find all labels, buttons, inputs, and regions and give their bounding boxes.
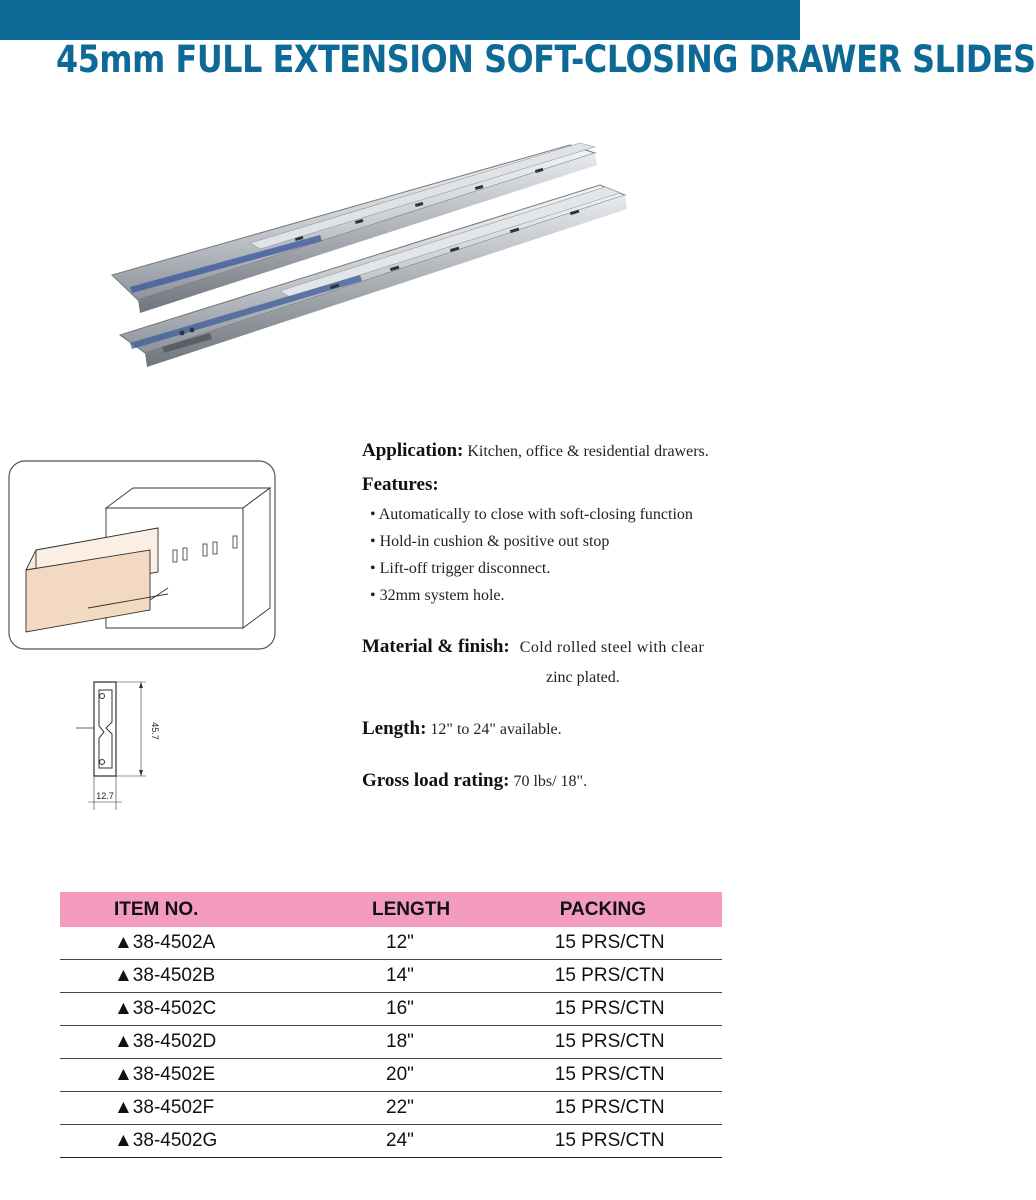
item-no-cell: ▲38-4502A: [60, 927, 340, 960]
packing-cell: 15 PRS/CTN: [555, 1092, 722, 1125]
feature-item: • 32mm system hole.: [370, 587, 505, 604]
length-cell: 20": [340, 1059, 555, 1092]
length-cell: 24": [340, 1125, 555, 1158]
column-header-item-no: ITEM NO.: [60, 892, 340, 927]
feature-item: • Lift-off trigger disconnect.: [370, 560, 551, 577]
material-value-1: Cold rolled steel with clear: [519, 639, 705, 656]
material-row: [362, 636, 704, 658]
length-cell: 16": [340, 993, 555, 1026]
material-value-2: zinc plated.: [546, 669, 620, 686]
column-header-length: LENGTH: [340, 892, 555, 927]
drawer-diagram: [8, 460, 276, 650]
table-row: [60, 1026, 722, 1059]
length-cell: 22": [340, 1092, 555, 1125]
load-value: 70 lbs/ 18".: [513, 773, 588, 790]
profile-drawing: [66, 672, 166, 814]
item-no-cell: ▲38-4502F: [60, 1092, 340, 1125]
features-heading: Features:: [362, 474, 439, 495]
item-no-cell: ▲38-4502E: [60, 1059, 340, 1092]
load-row: [362, 770, 587, 792]
length-value: 12" to 24" available.: [430, 721, 562, 738]
table-row: [60, 1125, 722, 1158]
item-no-cell: ▲38-4502C: [60, 993, 340, 1026]
header-bar: [0, 0, 800, 40]
length-cell: 12": [340, 927, 555, 960]
packing-cell: 15 PRS/CTN: [555, 927, 722, 960]
packing-cell: 15 PRS/CTN: [555, 1026, 722, 1059]
load-label: Gross load rating:: [362, 770, 510, 791]
height-dimension: 45.7: [150, 722, 160, 740]
feature-item: • Hold-in cushion & positive out stop: [370, 533, 610, 550]
table-row: [60, 1092, 722, 1125]
table-header-row: [60, 892, 722, 927]
item-no-cell: ▲38-4502D: [60, 1026, 340, 1059]
item-no-cell: ▲38-4502G: [60, 1125, 340, 1158]
table-row: [60, 960, 722, 993]
packing-cell: 15 PRS/CTN: [555, 1059, 722, 1092]
application-label: Application:: [362, 440, 464, 461]
application-row: [362, 440, 709, 462]
item-no-cell: ▲38-4502B: [60, 960, 340, 993]
material-label: Material & finish:: [362, 636, 510, 657]
application-value: Kitchen, office & residential drawers.: [467, 443, 709, 460]
items-table: [60, 892, 722, 1158]
table-row: [60, 927, 722, 960]
length-label: Length:: [362, 718, 427, 739]
length-cell: 14": [340, 960, 555, 993]
packing-cell: 15 PRS/CTN: [555, 993, 722, 1026]
column-header-packing: PACKING: [555, 892, 722, 927]
packing-cell: 15 PRS/CTN: [555, 960, 722, 993]
length-row: [362, 718, 562, 740]
width-dimension: 12.7: [96, 791, 114, 801]
page-title: 45mm FULL EXTENSION SOFT-CLOSING DRAWER SLIDES: [56, 38, 1036, 81]
product-photo: [100, 125, 630, 385]
feature-item: • Automatically to close with soft-closing function: [370, 506, 693, 523]
length-cell: 18": [340, 1026, 555, 1059]
table-row: [60, 1059, 722, 1092]
table-row: [60, 993, 722, 1026]
packing-cell: 15 PRS/CTN: [555, 1125, 722, 1158]
